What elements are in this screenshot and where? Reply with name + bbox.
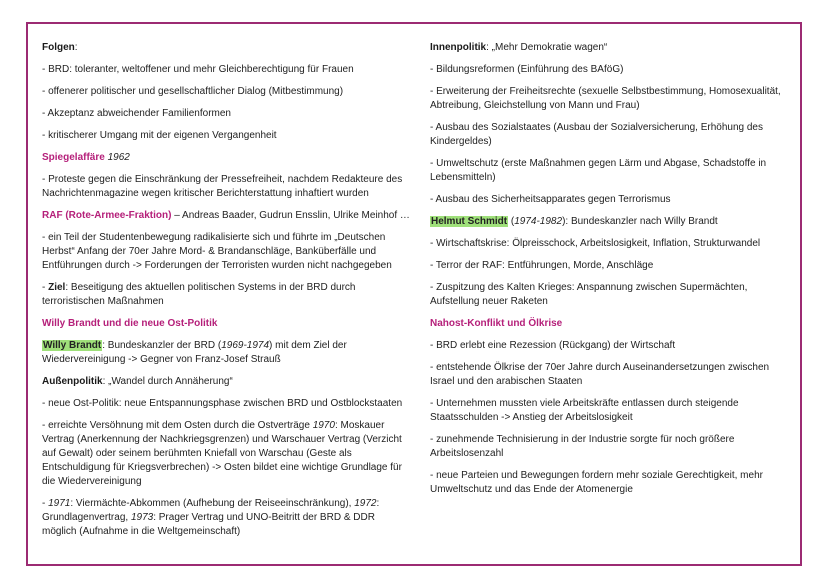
brandt-section-heading: Willy Brandt und die neue Ost-Politik [42, 318, 218, 329]
raf-names: – Andreas Baader, Gudrun Ensslin, Ulrike Meinhof … [171, 210, 410, 221]
folgen-item: - kritischerer Umgang mit der eigenen Vergangenheit [42, 130, 277, 141]
raf-ziel [42, 281, 410, 309]
nahost-item: - neue Parteien und Bewegungen fordern mehr soziale Gerechtigkeit, mehr Umweltschutz und das Ende der Atomenergie [430, 470, 763, 495]
innen-item: - Erweiterung der Freiheitsrechte (sexuelle Selbstbestimmung, Homosexualität, Abtreibung, Gleichstellung von Mann und Frau) [430, 86, 781, 111]
aussen-heading [42, 375, 410, 389]
schmidt-years: 1974-1982 [514, 216, 563, 227]
aussen-item3-a: - [42, 498, 49, 509]
raf-item: - ein Teil der Studentenbewegung radikalisierte sich und führte im „Deutschen Herbst“ Anfang der 70er Jahre Mord- & Brandanschläge, Banküberfälle und Entführungen durch -> Forderungen der Terroristen wurden nicht nachgegeben [42, 232, 392, 271]
page-frame [26, 22, 802, 566]
raf-title: RAF (Rote-Armee-Fraktion) [42, 210, 172, 221]
innen-slogan: : „Mehr Demokratie wagen“ [486, 42, 608, 53]
left-column [42, 41, 410, 547]
schmidt-text-2: ): Bundeskanzler nach Willy Brandt [562, 216, 718, 227]
ziel-text: : Beseitigung des aktuellen politischen Systems in der BRD durch terroristischen Maßnahmen [42, 282, 356, 307]
aussen-item [42, 497, 410, 539]
aussen-item3-year1: 1971 [48, 498, 71, 509]
aussen-item [42, 419, 410, 489]
ziel-prefix: - [42, 282, 49, 293]
innen-item: - Ausbau des Sicherheitsapparates gegen Terrorismus [430, 194, 671, 205]
schmidt-intro [430, 215, 790, 229]
spiegel-text: - Proteste gegen die Einschränkung der Pressefreiheit, nachdem Redakteure des Nachrichtenmagazine wegen kritischer Berichterstattung inhaftiert wurden [42, 174, 403, 199]
aussen-item3-c: : Grundlagenvertrag, [42, 498, 380, 523]
spiegel-year: 1962 [107, 152, 130, 163]
aussen-item3-year3: 1973 [130, 512, 154, 523]
folgen-item: - offenerer politischer und gesellschaftlicher Dialog (Mitbestimmung) [42, 86, 344, 97]
folgen-title: Folgen [42, 42, 75, 53]
aussen-slogan: : „Wandel durch Annäherung“ [102, 376, 233, 387]
innen-item: - Umweltschutz (erste Maßnahmen gegen Lärm und Abgase, Schadstoffe in Lebensmitteln) [430, 158, 767, 183]
folgen-heading: Folgen: [42, 42, 78, 53]
innen-item: - Ausbau des Sozialstaates (Ausbau der Sozialversicherung, Erhöhung des Kindergeldes) [430, 122, 763, 147]
aussen-item3-d: : Prager Vertrag und UNO-Beitritt der BRD & DDR möglich (Aufnahme in die Weltgemeinschaft) [42, 512, 375, 537]
aussen-item2-a: - erreichte Versöhnung mit dem Osten durch die Ostverträge [42, 420, 313, 431]
nahost-item: - entstehende Ölkrise der 70er Jahre durch Auseinandersetzungen zwischen Israel und den arabischen Staaten [430, 362, 770, 387]
nahost-item: - Unternehmen mussten viele Arbeitskräfte entlassen durch steigende Staatsschulden -> Anstieg der Arbeitslosigkeit [430, 398, 739, 423]
schmidt-text-1: ( [508, 216, 515, 227]
brandt-text-2: ) mit dem Ziel der Wiedervereinigung -> Gegner von Franz-Josef Strauß [42, 340, 347, 365]
aussen-item3-year2: 1972 [354, 498, 377, 509]
aussen-item2-b: : Moskauer Vertrag (Anerkennung der Nachkriegsgrenzen) und Warschauer Vertrag (Verzicht auf Gewalt) oder seinem berühmten Kniefall von Warschau (Geste als Entschuldigung für Kriegsverbrechen) -> Osten bildet eine wichtige Grundlage für die Wiedervereinigung [42, 420, 402, 487]
right-column [430, 41, 790, 505]
raf-heading [42, 209, 410, 223]
spiegel-heading [42, 151, 410, 165]
nahost-item: - zunehmende Technisierung in der Industrie sorgte für noch größere Arbeitslosenzahl [430, 434, 735, 459]
aussen-label: Außenpolitik [42, 376, 103, 387]
innen-item: - Bildungsreformen (Einführung des BAföG) [430, 64, 624, 75]
brandt-text-1: : Bundeskanzler der BRD ( [102, 340, 222, 351]
nahost-item: - BRD erlebt eine Rezession (Rückgang) der Wirtschaft [430, 340, 676, 351]
spiegel-title: Spiegelaffäre [42, 152, 105, 163]
folgen-item: - BRD: toleranter, weltoffener und mehr Gleichberechtigung für Frauen [42, 64, 354, 75]
brandt-years: 1969-1974 [221, 340, 270, 351]
aussen-item: - neue Ost-Politik: neue Entspannungsphase zwischen BRD und Ostblockstaaten [42, 398, 403, 409]
innen-label: Innenpolitik [430, 42, 487, 53]
aussen-item3-b: : Viermächte-Abkommen (Aufhebung der Reiseeinschränkung), [70, 498, 355, 509]
schmidt-item: - Terror der RAF: Entführungen, Morde, Anschläge [430, 260, 654, 271]
aussen-item2-year: 1970 [312, 420, 335, 431]
folgen-item: - Akzeptanz abweichender Familienformen [42, 108, 231, 119]
schmidt-name-highlight: Helmut Schmidt [431, 216, 508, 227]
brandt-name-highlight: Willy Brandt [43, 340, 102, 351]
innen-heading [430, 41, 790, 55]
ziel-label: Ziel [48, 282, 66, 293]
schmidt-item: - Zuspitzung des Kalten Krieges: Anspannung zwischen Supermächten, Aufstellung neuer Raketen [430, 282, 748, 307]
brandt-intro [42, 339, 410, 367]
nahost-heading: Nahost-Konflikt und Ölkrise [430, 318, 563, 329]
schmidt-item: - Wirtschaftskrise: Ölpreisschock, Arbeitslosigkeit, Inflation, Strukturwandel [430, 238, 761, 249]
